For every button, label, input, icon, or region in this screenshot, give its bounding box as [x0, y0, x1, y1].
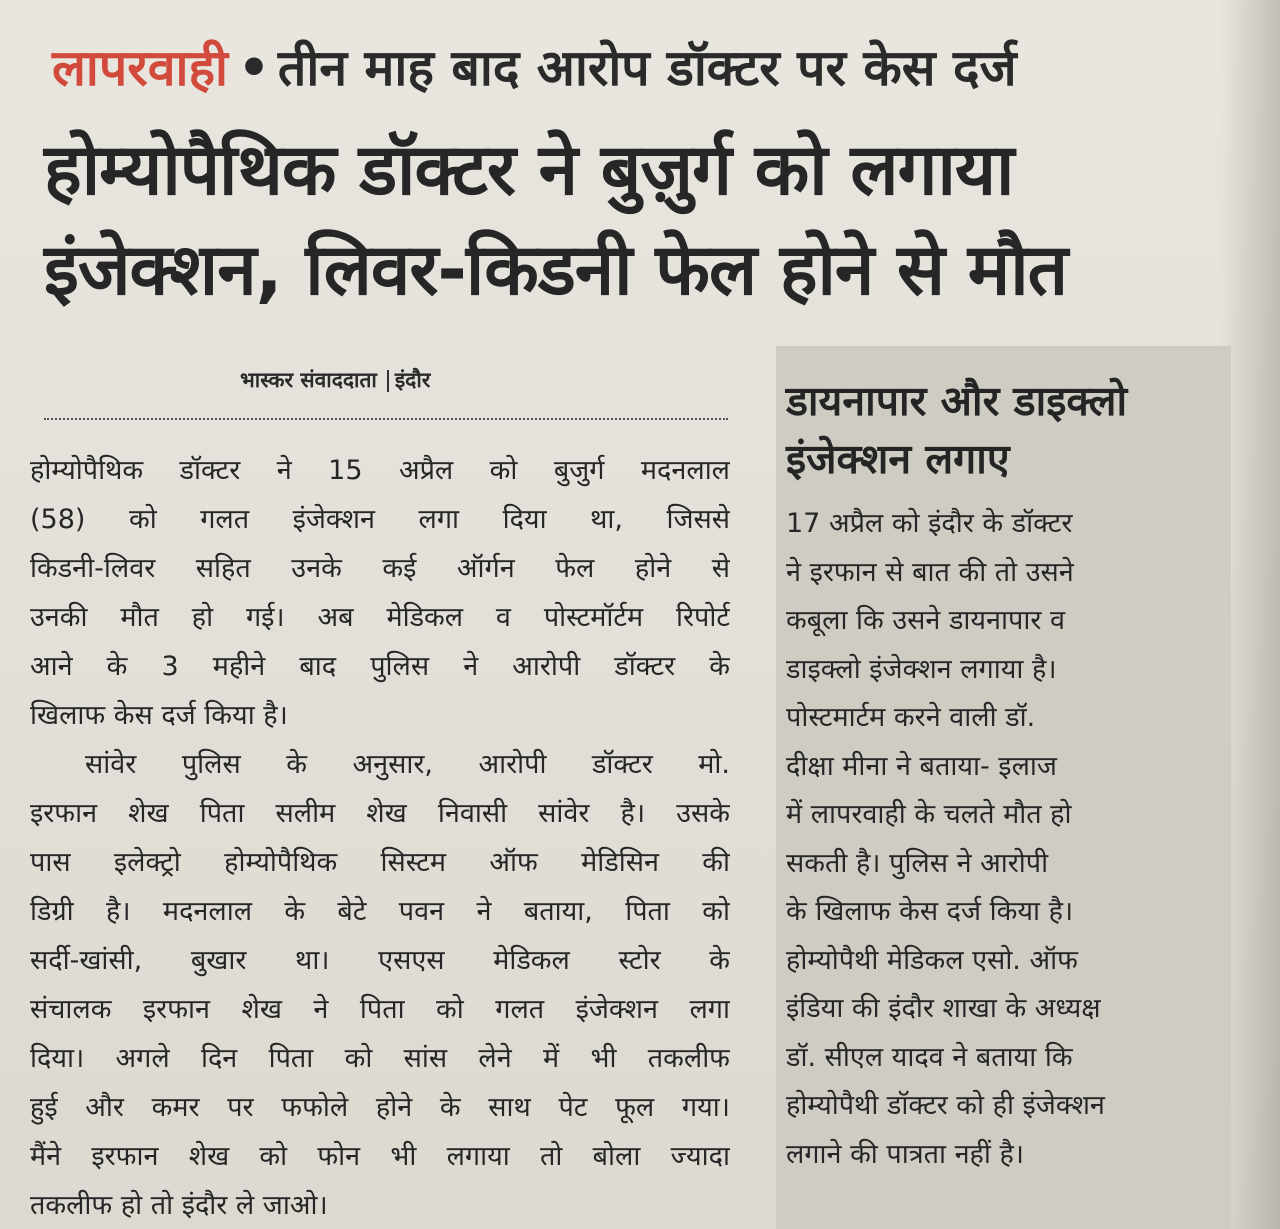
article-kicker: [52, 28, 1202, 108]
body-line: उनकी मौत हो गई। अब मेडिकल व पोस्टमॉर्टम रिपोर्ट: [30, 602, 730, 633]
byline-separator: [387, 370, 389, 392]
body-line: हुई और कमर पर फफोले होने के साथ पेट फूल गया।: [30, 1092, 730, 1123]
sidebar-heading: [786, 372, 1226, 488]
sidebar-line: डॉ. सीएल यादव ने बताया कि: [786, 1041, 1073, 1073]
sidebar-body: [786, 500, 1218, 1179]
sidebar-line: में लापरवाही के चलते मौत हो: [786, 799, 1072, 830]
body-line: डिग्री है। मदनलाल के बेटे पवन ने बताया, पिता को: [30, 896, 730, 927]
body-line: मैंने इरफान शेख को फोन भी लगाया तो बोला ज्यादा: [30, 1141, 730, 1172]
sidebar-line: होम्योपैथी मेडिकल एसो. ऑफ: [786, 944, 1078, 976]
body-line: किडनी-लिवर सहित उनके कई ऑर्गन फेल होने से: [30, 553, 730, 584]
sidebar-line: ने इरफान से बात की तो उसने: [786, 556, 1074, 588]
sidebar-line: 17 अप्रैल को इंदौर के डॉक्टर: [786, 508, 1073, 539]
dotted-divider: [44, 418, 728, 420]
headline-line-2: इंजेक्शन, लिवर-किडनी फेल होने से मौत: [44, 228, 1068, 311]
byline-city: इंदौर: [394, 368, 431, 392]
sidebar-line: लगाने की पात्रता नहीं है।: [786, 1138, 1025, 1170]
byline-reporter: भास्कर संवाददाता: [240, 368, 377, 392]
sidebar-line: कबूला कि उसने डायनापार व: [786, 605, 1066, 636]
body-line: पास इलेक्ट्रो होम्योपैथिक सिस्टम ऑफ मेडिसिन की: [30, 847, 730, 878]
sidebar-line: डाइक्लो इंजेक्शन लगाया है।: [786, 653, 1057, 685]
body-line: दिया। अगले दिन पिता को सांस लेने में भी तकलीफ: [30, 1043, 730, 1074]
sidebar-line: के खिलाफ केस दर्ज किया है।: [786, 896, 1074, 927]
kicker-bullet: •: [237, 39, 270, 97]
body-line: संचालक इरफान शेख ने पिता को गलत इंजेक्शन लगा: [30, 994, 730, 1025]
body-line: आने के 3 महीने बाद पुलिस ने आरोपी डॉक्टर के: [30, 651, 730, 682]
body-line: इरफान शेख पिता सलीम शेख निवासी सांवेर है। उसके: [30, 798, 730, 829]
kicker-text: तीन माह बाद आरोप डॉक्टर पर केस दर्ज: [277, 39, 1017, 97]
byline: [240, 360, 720, 400]
article-headline: [44, 120, 1234, 320]
body-line: सांवेर पुलिस के अनुसार, आरोपी डॉक्टर मो.: [85, 749, 730, 780]
sidebar-line: दीक्षा मीना ने बताया- इलाज: [786, 750, 1057, 782]
sidebar-line: होम्योपैथी डॉक्टर को ही इंजेक्शन: [786, 1090, 1105, 1121]
body-line: होम्योपैथिक डॉक्टर ने 15 अप्रैल को बुजुर्ग मदनलाल: [30, 455, 730, 486]
article-body: [30, 446, 730, 1229]
sidebar-heading-line-1: डायनापार और डाइक्लो: [786, 377, 1128, 425]
sidebar-line: इंडिया की इंदौर शाखा के अध्यक्ष: [786, 993, 1101, 1024]
sidebar-line: पोस्टमार्टम करने वाली डॉ.: [786, 702, 1036, 733]
body-line: खिलाफ केस दर्ज किया है।: [30, 700, 288, 731]
body-line: तकलीफ हो तो इंदौर ले जाओ।: [30, 1190, 328, 1221]
sidebar-line: सकती है। पुलिस ने आरोपी: [786, 847, 1049, 879]
sidebar-heading-line-2: इंजेक्शन लगाए: [786, 435, 1010, 483]
body-line: सर्दी-खांसी, बुखार था। एसएस मेडिकल स्टोर के: [30, 945, 730, 976]
headline-line-1: होम्योपैथिक डॉक्टर ने बुज़ुर्ग को लगाया: [44, 128, 1014, 211]
kicker-tag: लापरवाही: [52, 39, 228, 97]
body-line: (58) को गलत इंजेक्शन लगा दिया था, जिससे: [30, 504, 730, 535]
